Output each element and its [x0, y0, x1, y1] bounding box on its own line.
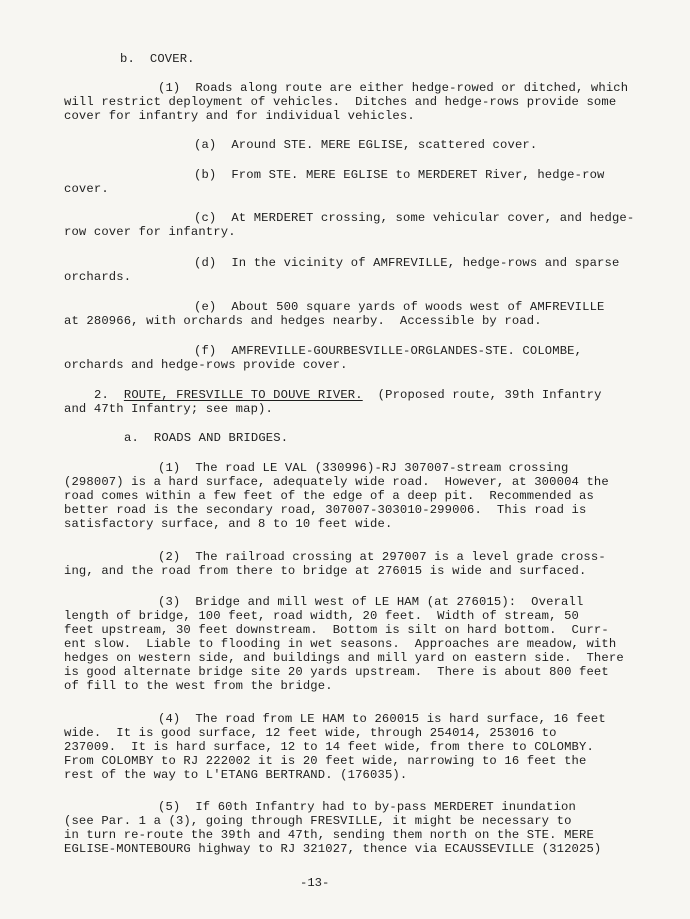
item-f-line2: orchards and hedge-rows provide cover.: [64, 358, 348, 372]
p4-line4: From COLOMBY to RJ 222002 it is 20 feet wide, narrowing to 16 feet the: [64, 754, 587, 768]
item-c-line2: row cover for infantry.: [64, 225, 236, 239]
p3-line3: feet upstream, 30 feet downstream. Bottom is silt on hard bottom. Curr-: [64, 623, 609, 637]
para-b1-line2: will restrict deployment of vehicles. Ditches and hedge-rows provide some: [64, 95, 617, 109]
p5-line1: (5) If 60th Infantry had to by-pass MERDERET inundation: [158, 800, 576, 814]
section-2-note: (Proposed route, 39th Infantry: [362, 388, 602, 402]
p4-line1: (4) The road from LE HAM to 260015 is hard surface, 16 feet: [158, 712, 606, 726]
item-f-line1: (f) AMFREVILLE-GOURBESVILLE-ORGLANDES-STE. COLOMBE,: [194, 344, 583, 358]
p1-line4: better road is the secondary road, 307007-303010-299006. This road is: [64, 503, 587, 517]
p3-line7: of fill to the west from the bridge.: [64, 679, 333, 693]
section-2-note-line2: and 47th Infantry; see map).: [64, 402, 273, 416]
section-2-number: 2.: [94, 388, 109, 402]
item-b-line2: cover.: [64, 182, 109, 196]
item-b-line1: (b) From STE. MERE EGLISE to MERDERET River, hedge-row: [194, 168, 605, 182]
p5-line4: EGLISE-MONTEBOURG highway to RJ 321027, thence via ECAUSSEVILLE (312025): [64, 842, 602, 856]
page-number: -13-: [300, 876, 330, 890]
item-c-line1: (c) At MERDERET crossing, some vehicular cover, and hedge-: [194, 211, 635, 225]
p3-line4: ent slow. Liable to flooding in wet seasons. Approaches are meadow, with: [64, 637, 617, 651]
p3-line6: is good alternate bridge site 20 yards upstream. There is about 800 feet: [64, 665, 609, 679]
section-2a-heading: a. ROADS AND BRIDGES.: [124, 431, 289, 445]
p1-line1: (1) The road LE VAL (330996)-RJ 307007-stream crossing: [158, 461, 569, 475]
item-e-line2: at 280966, with orchards and hedges nearby. Accessible by road.: [64, 314, 542, 328]
p1-line2: (298007) is a hard surface, adequately wide road. However, at 300004 the: [64, 475, 609, 489]
item-e-line1: (e) About 500 square yards of woods west of AMFREVILLE: [194, 300, 605, 314]
p4-line2: wide. It is good surface, 12 feet wide, through 254014, 253016 to: [64, 726, 557, 740]
p5-line2: (see Par. 1 a (3), going through FRESVILLE, it might be necessary to: [64, 814, 572, 828]
p4-line3: 237009. It is hard surface, 12 to 14 feet wide, from there to COLOMBY.: [64, 740, 594, 754]
section-b-heading: b. COVER.: [120, 52, 195, 66]
p3-line5: hedges on western side, and buildings and mill yard on eastern side. There: [64, 651, 624, 665]
p3-line2: length of bridge, 100 feet, road width, 20 feet. Width of stream, 50: [64, 609, 579, 623]
p3-line1: (3) Bridge and mill west of LE HAM (at 276015): Overall: [158, 595, 584, 609]
p2-line2: ing, and the road from there to bridge at 276015 is wide and surfaced.: [64, 564, 587, 578]
section-2-title: ROUTE, FRESVILLE TO DOUVE RIVER.: [123, 388, 363, 402]
section-2-heading-line1: [94, 388, 602, 402]
p5-line3: in turn re-route the 39th and 47th, sending them north on the STE. MERE: [64, 828, 594, 842]
p2-line1: (2) The railroad crossing at 297007 is a level grade cross-: [158, 550, 606, 564]
item-d-line2: orchards.: [64, 270, 132, 284]
p1-line3: road comes within a few feet of the edge of a deep pit. Recommended as: [64, 489, 594, 503]
p1-line5: satisfactory surface, and 8 to 10 feet wide.: [64, 517, 393, 531]
p4-line5: rest of the way to L'ETANG BERTRAND. (176035).: [64, 768, 408, 782]
item-a: (a) Around STE. MERE EGLISE, scattered cover.: [194, 138, 538, 152]
para-b1-line3: cover for infantry and for individual vehicles.: [64, 109, 415, 123]
para-b1-line1: (1) Roads along route are either hedge-rowed or ditched, which: [158, 81, 629, 95]
item-d-line1: (d) In the vicinity of AMFREVILLE, hedge-rows and sparse: [194, 256, 620, 270]
